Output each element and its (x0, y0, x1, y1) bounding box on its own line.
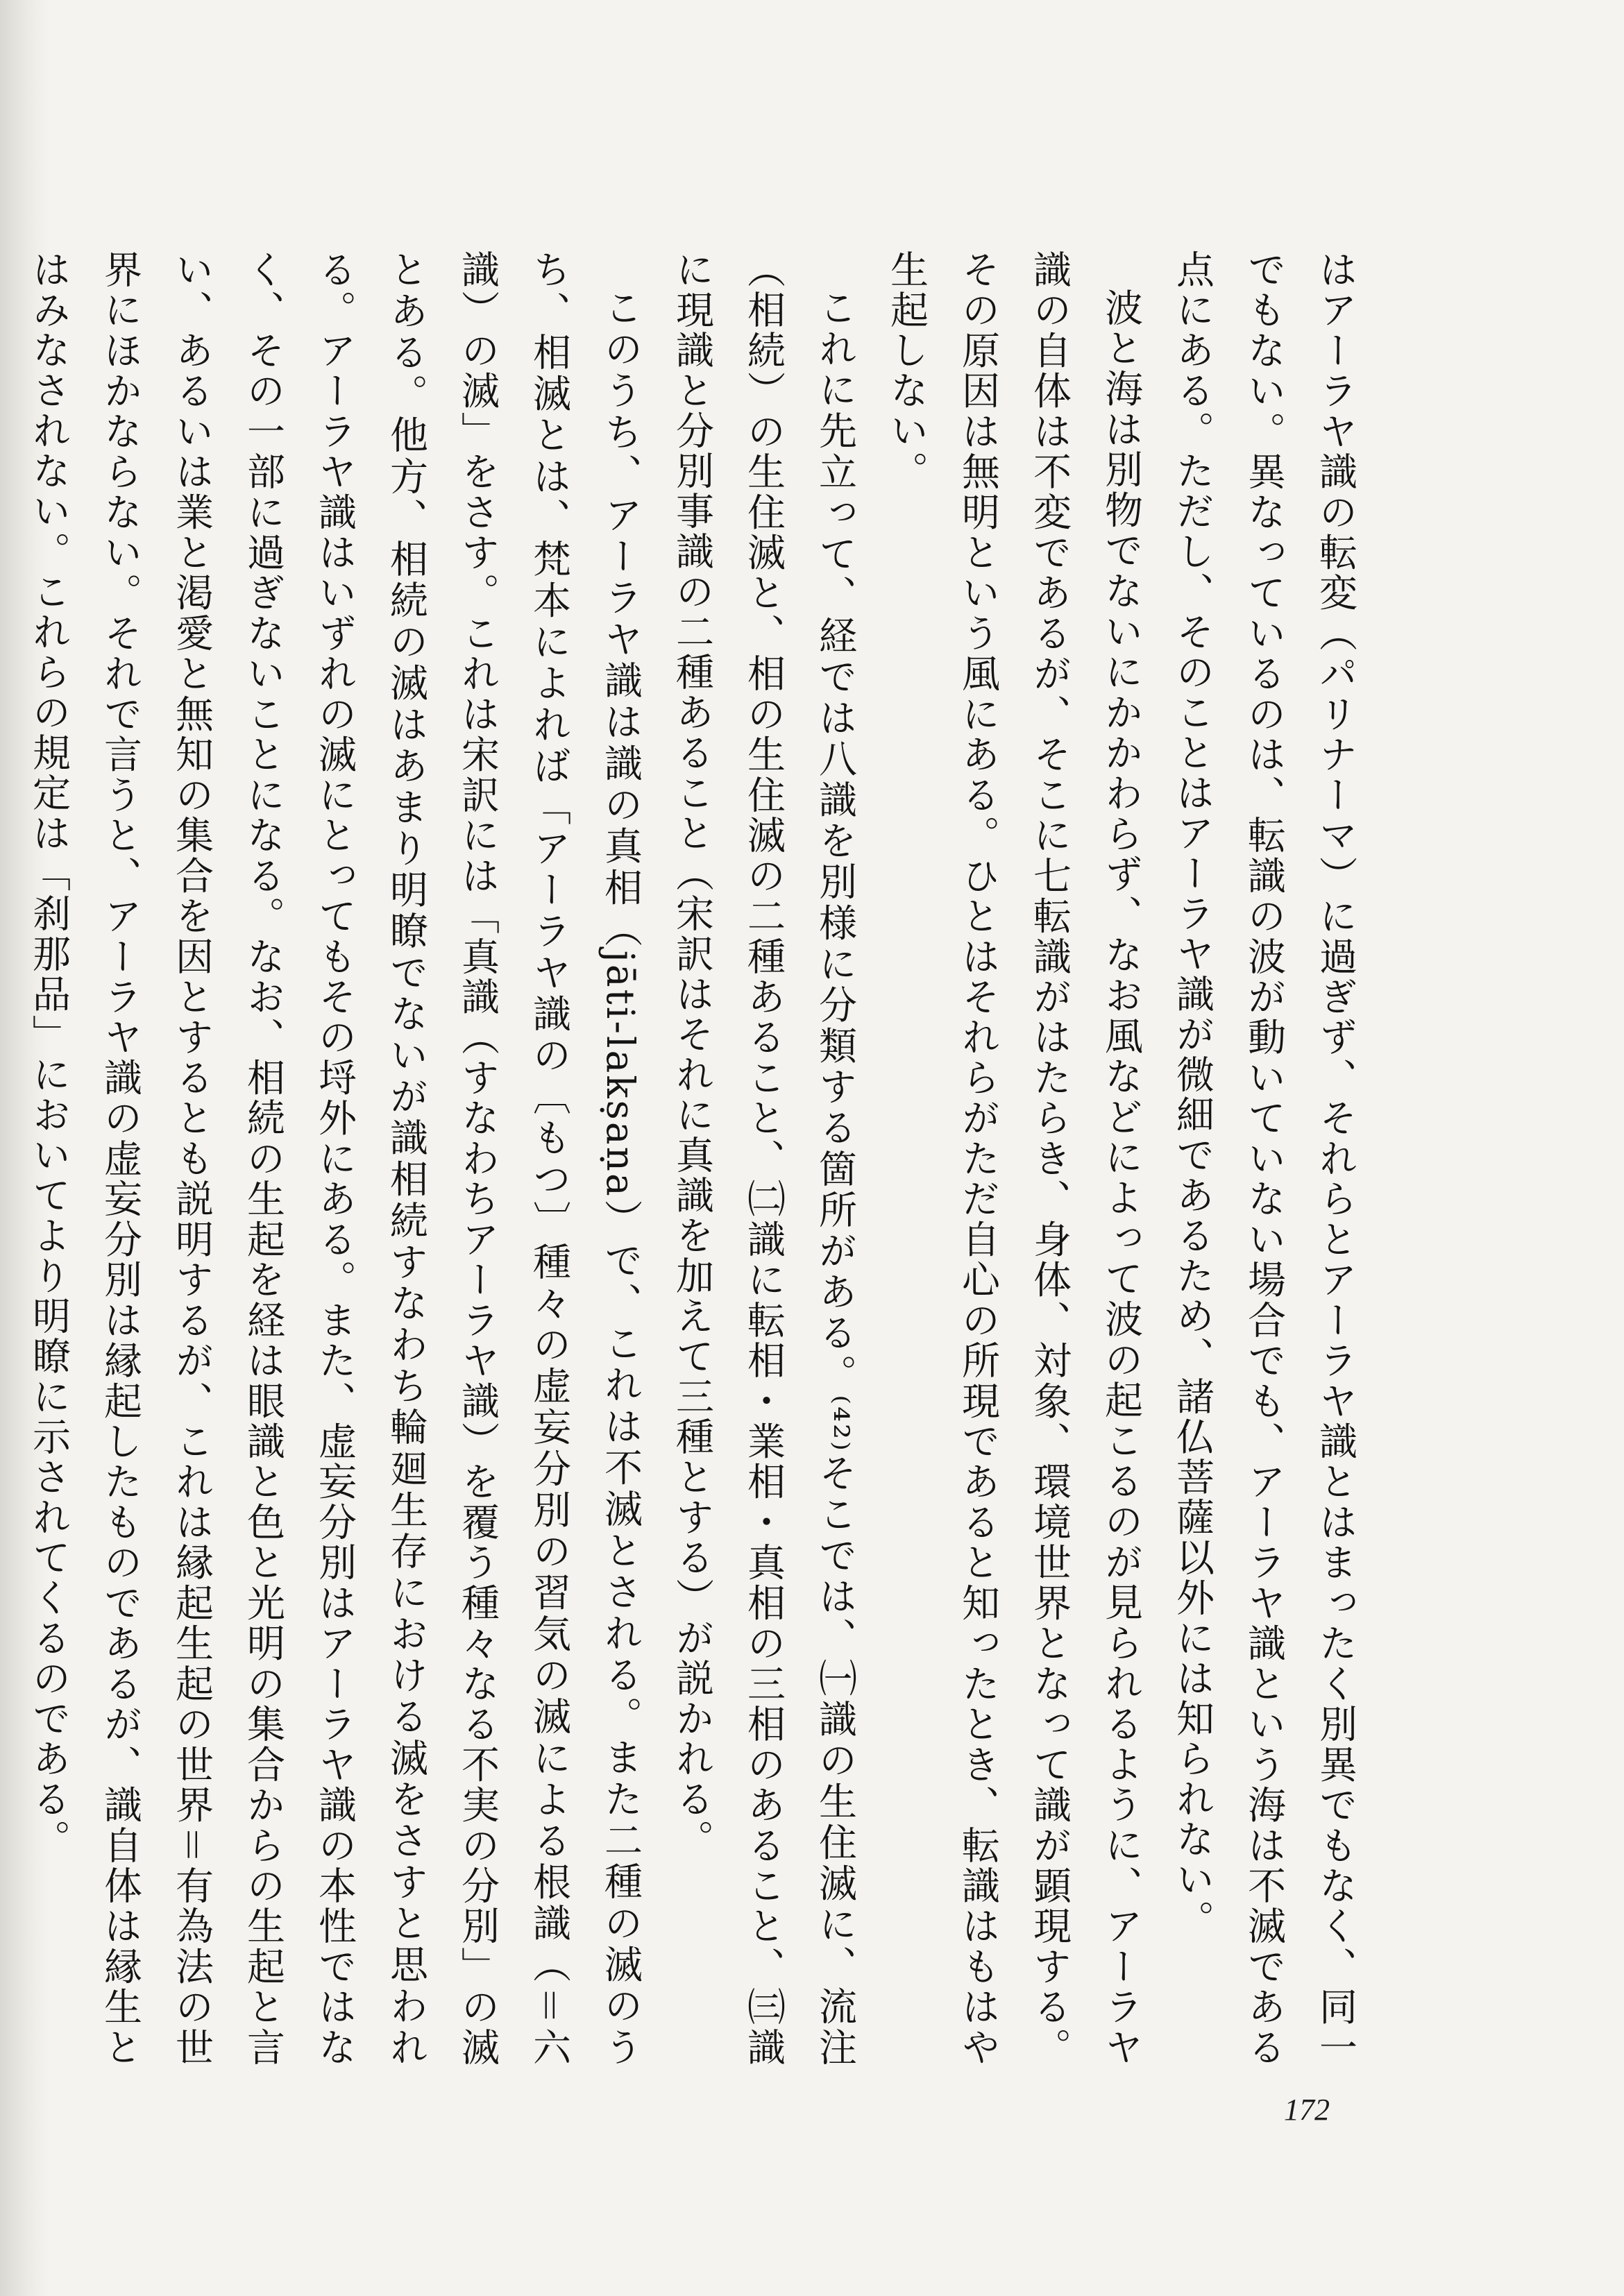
paragraph: このうち、アーラヤ識は識の真相（jāti-lakṣaṇa）で、これは不滅とされる。また二種の滅のうち、相滅とは、梵本によれば「アーラヤ識の〔もつ〕種々の虚妄分別の習気の滅による根識（＝六識）の滅」をさす。これは宋訳には「真識（すなわちアーラヤ識）を覆う種々なる不実の分別」の滅とある。他方、相続の滅はあまり明瞭でないが識相続すなわち輪廻生存における滅をさすと思われる。アーラヤ識はいずれの滅にとってもその埒外にある。また、虚妄分別はアーラヤ識の本性ではなく、その一部に過ぎないことになる。なお、相続の生起を経は眼識と色と光明の集合からの生起と言い、あるいは業と渇愛と無知の集合を因とするとも説明するが、これは縁起生起の世界＝有為法の世界にほかならない。それで言うと、アーラヤ識の虚妄分別は縁起したものであるが、識自体は縁生とはみなされない。これらの規定は「刹那品」においてより明瞭に示されてくるのである。 (26, 250, 643, 2068)
body-text (0, 250, 1371, 2068)
paragraph: 波と海は別物でないにかかわらず、なお風などによって波の起こるのが見られるように、アーラヤ識の自体は不変であるが、そこに七転識がはたらき、身体、対象、環境世界となって識が顕現する。その原因は無明という風にある。ひとはそれらがただ自心の所現であると知ったとき、転識はもはや生起しない。 (884, 250, 1143, 2068)
paragraph (0, 250, 12, 2068)
paragraph: はアーラヤ識の転変（パリナーマ）に過ぎず、それらとアーラヤ識とはまったく別異でもなく、同一でもない。異なっているのは、転識の波が動いていない場合でも、アーラヤ識という海は不滅である点にある。ただし、そのことはアーラヤ識が微細であるため、諸仏菩薩以外には知られない。 (1170, 250, 1357, 2068)
page-number: 172 (1284, 2093, 1330, 2127)
paragraph: これに先立って、経では八識を別様に分類する箇所がある。⁽⁴²⁾そこでは、㈠識の生住滅に、流注（相続）の生住滅と、相の生住滅の二種あること、㈡識に転相・業相・真相の三相のあること、㈢識に現識と分別事識の二種あること（宋訳はそれに真識を加えて三種とする）が説かれる。 (670, 250, 857, 2068)
